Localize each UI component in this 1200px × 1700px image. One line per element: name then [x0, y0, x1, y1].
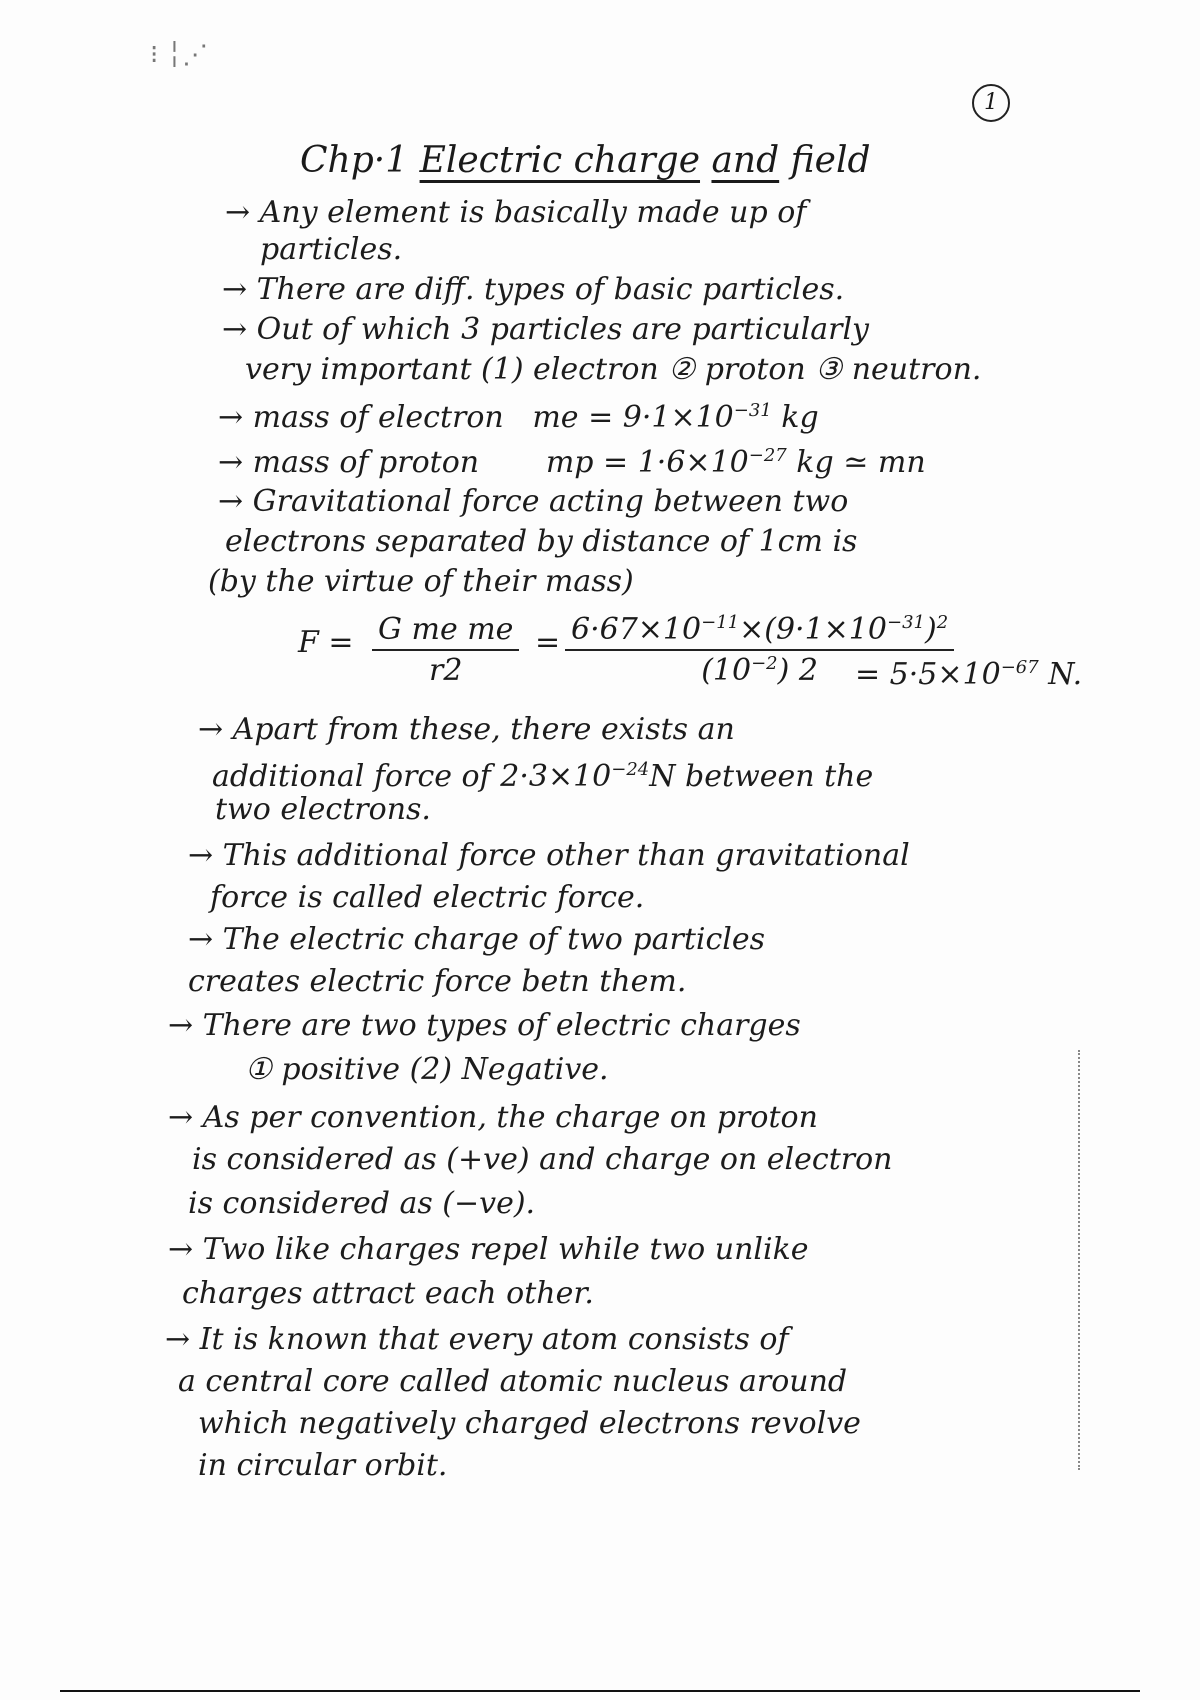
note-line: → It is known that every atom consists of	[165, 1322, 789, 1357]
page-title	[300, 140, 871, 181]
note-line: → Two like charges repel while two unlike	[168, 1232, 809, 1267]
note-line: particles.	[260, 232, 403, 267]
note-line: a central core called atomic nucleus around	[178, 1364, 848, 1399]
title-electric-charge: Electric charge	[419, 140, 701, 181]
note-line: (by the virtue of their mass)	[208, 564, 634, 599]
margin-scribble: ⁝ ╎⋰	[150, 40, 209, 70]
page-edge-marks	[1078, 1050, 1082, 1470]
note-line: very important (1) electron ② proton ③ neutron.	[245, 352, 982, 387]
note-line: two electrons.	[215, 792, 431, 827]
formula-fraction-1: $\frac{\text{G me me}}{r2}$	[372, 612, 519, 688]
note-line: charges attract each other.	[182, 1276, 594, 1311]
note-line: → There are diff. types of basic particles.	[222, 272, 845, 307]
note-line: → As per convention, the charge on proton	[168, 1100, 818, 1135]
note-line: → The electric charge of two particles	[188, 922, 766, 957]
note-line: additional force of $2\cdot 3\times 10^{-24}N$ between the	[212, 759, 874, 794]
note-line: in circular orbit.	[198, 1448, 448, 1483]
note-line: → Any element is basically made up of	[225, 195, 807, 230]
page-number: 1	[972, 84, 1010, 122]
title-field: field	[790, 140, 871, 181]
note-line: → There are two types of electric charges	[168, 1008, 801, 1043]
note-line: → Apart from these, there exists an	[198, 712, 735, 747]
formula-lhs: F =	[298, 625, 354, 660]
note-line: → This additional force other than gravitational	[188, 838, 910, 873]
note-line: → Out of which 3 particles are particularly	[222, 312, 870, 347]
note-line: electrons separated by distance of 1cm is	[225, 524, 858, 559]
note-line: is considered as (+ve) and charge on electron	[192, 1142, 893, 1177]
bottom-rule	[60, 1690, 1140, 1692]
title-chapter: Chp·1	[300, 140, 420, 181]
formula-result: = $5\cdot 5\times 10^{-67}$ N.	[855, 657, 1083, 692]
note-line: ① positive (2) Negative.	[245, 1052, 609, 1087]
note-line: creates electric force betn them.	[188, 964, 687, 999]
note-line: is considered as (−ve).	[188, 1186, 536, 1221]
note-line: force is called electric force.	[210, 880, 645, 915]
note-line-mass-proton: → mass of proton mp = $1\cdot 6\times 10^{-27}$ kg ≃ mn	[218, 445, 926, 480]
note-line: → Gravitational force acting between two	[218, 484, 849, 519]
note-line-mass-electron: → mass of electron me = $9\cdot 1\times 10^{-31}$ kg	[218, 400, 819, 435]
formula-equals: =	[535, 625, 561, 660]
formula-fraction-2: $\frac{6\cdot 67\times 10^{-11}\times(9\cdot 1\times 10^{-31})^2}{(10^{-2}) 2}$	[565, 612, 954, 688]
note-line: which negatively charged electrons revolve	[198, 1406, 861, 1441]
title-and: and	[711, 140, 780, 181]
